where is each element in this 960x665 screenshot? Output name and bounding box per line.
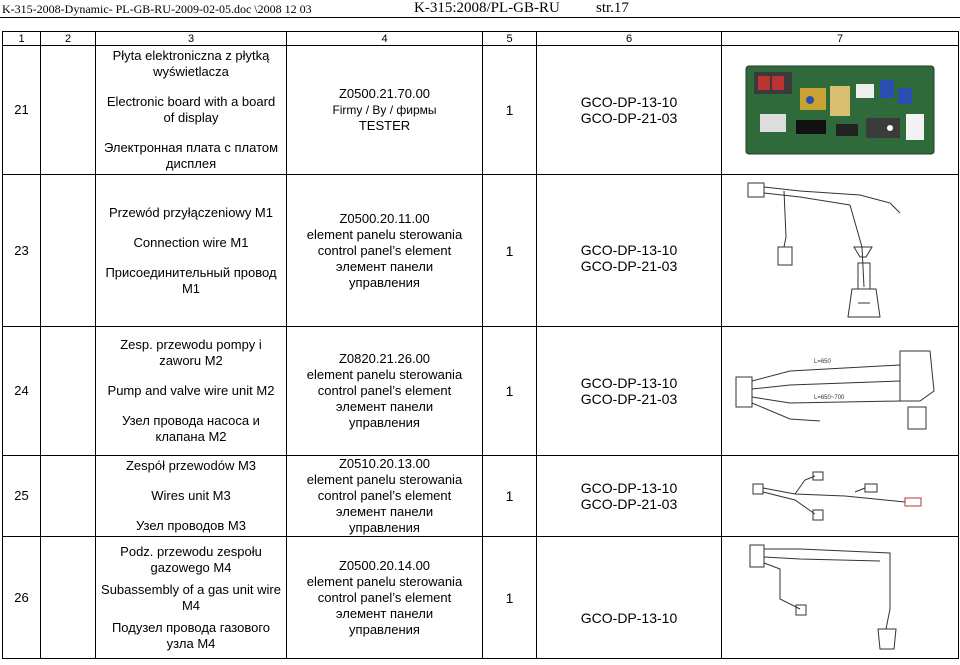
desc-ru: Присоединительный провод M1 (105, 264, 277, 296)
col-header-3: 3 (96, 32, 287, 46)
col-header-5: 5 (483, 32, 537, 46)
models-cell (537, 175, 722, 327)
parts-table (2, 31, 959, 659)
models-cell (537, 456, 722, 537)
code-note: element panelu sterowania (306, 573, 463, 589)
code-cell (287, 175, 483, 327)
desc-pl: Przewód przyłączeniowy M1 (108, 204, 273, 220)
electronic-board-photo (722, 46, 959, 175)
empty-cell (41, 46, 96, 175)
desc-en: Electronic board with a board of display (106, 94, 276, 125)
desc-pl: Płyta elektroniczna z płytką wyświetlacza (112, 48, 270, 79)
models-cell (537, 327, 722, 456)
part-code: Z0510.20.13.00 (338, 456, 431, 471)
code-note: element panelu sterowania (306, 367, 463, 382)
table-row (3, 175, 959, 327)
desc-pl: Podz. przewodu zespołu gazowego M4 (120, 543, 262, 575)
model: GCO-DP-21-03 (580, 257, 678, 274)
code-note: element panelu sterowania (306, 226, 463, 242)
row-number: 25 (3, 456, 41, 537)
model: GCO-DP-13-10 (580, 375, 678, 391)
desc-pl: Zespół przewodów M3 (125, 458, 257, 473)
row-number: 21 (3, 46, 41, 175)
part-code: Z0500.20.14.00 (338, 557, 431, 573)
col-header-1: 1 (3, 32, 41, 46)
desc-en: Connection wire M1 (133, 234, 249, 250)
code-note: элемент панели (335, 605, 434, 621)
code-note: управления (349, 274, 420, 290)
connection-wire-drawing (722, 175, 959, 327)
wires-unit-drawing (722, 456, 959, 537)
part-code: Z0500.21.70.00 (338, 86, 431, 101)
code-cell (287, 46, 483, 175)
table-row (3, 537, 959, 659)
table-row (3, 327, 959, 456)
row-number: 24 (3, 327, 41, 456)
pump-valve-wire-drawing (722, 327, 959, 456)
header-doc-path: K-315-2008-Dynamic- PL-GB-RU-2009-02-05.doc \2008 12 03 (2, 2, 312, 16)
empty-cell (41, 327, 96, 456)
header-rule (0, 17, 960, 18)
desc-ru: Подузел провода газового узла M4 (111, 619, 271, 651)
code-note: элемент панели (335, 399, 434, 414)
code-note: control panel’s element (317, 488, 452, 503)
row-number: 26 (3, 537, 41, 659)
quantity: 1 (483, 46, 537, 175)
description-cell (96, 456, 287, 537)
empty-cell (41, 175, 96, 327)
desc-pl: Zesp. przewodu pompy i zaworu M2 (120, 337, 262, 368)
code-cell (287, 537, 483, 659)
col-header-4: 4 (287, 32, 483, 46)
model: GCO-DP-21-03 (580, 496, 678, 512)
model: GCO-DP-21-03 (580, 110, 678, 126)
model: GCO-DP-13-10 (580, 241, 678, 258)
code-note: element panelu sterowania (306, 472, 463, 487)
model: GCO-DP-13-10 (580, 480, 678, 496)
model: GCO-DP-13-10 (580, 94, 678, 110)
description-cell (96, 46, 287, 175)
quantity: 1 (483, 327, 537, 456)
column-header-row (3, 32, 959, 46)
code-note: элемент панели (335, 504, 434, 519)
code-note: управления (349, 415, 420, 430)
desc-en: Pump and valve wire unit M2 (107, 383, 275, 398)
code-note: TESTER (358, 118, 411, 133)
code-cell (287, 327, 483, 456)
table-row (3, 46, 959, 175)
model: GCO-DP-13-10 (580, 609, 678, 626)
code-note: control panel’s element (317, 242, 452, 258)
desc-en: Wires unit M3 (151, 488, 231, 503)
description-cell (96, 327, 287, 456)
wire-length-label: L=650~700 (814, 395, 845, 401)
models-cell (537, 537, 722, 659)
quantity: 1 (483, 175, 537, 327)
gas-unit-wire-drawing (722, 537, 959, 659)
col-header-7: 7 (722, 32, 959, 46)
model: GCO-DP-21-03 (580, 391, 678, 407)
col-header-2: 2 (41, 32, 96, 46)
models-cell (537, 46, 722, 175)
desc-ru: Узел проводов M3 (136, 518, 246, 533)
col-header-6: 6 (537, 32, 722, 46)
code-note: control panel’s element (317, 383, 452, 398)
code-cell (287, 456, 483, 537)
empty-cell (41, 456, 96, 537)
part-code: Z0820.21.26.00 (338, 351, 431, 366)
row-number: 23 (3, 175, 41, 327)
code-note: управления (349, 621, 420, 637)
code-note: управления (349, 520, 420, 535)
description-cell (96, 537, 287, 659)
code-note: Firmy / By / фирмы (332, 103, 437, 117)
quantity: 1 (483, 537, 537, 659)
desc-ru: Узел провода насоса и клапана M2 (122, 413, 260, 444)
code-note: элемент панели (335, 258, 434, 274)
header-doc-code: K-315:2008/PL-GB-RU (414, 0, 560, 16)
desc-en: Subassembly of a gas unit wire M4 (101, 581, 281, 613)
desc-ru: Электронная плата с платом дисплея (103, 140, 279, 171)
description-cell (96, 175, 287, 327)
page-header (0, 0, 960, 18)
part-code: Z0500.20.11.00 (339, 210, 430, 226)
code-note: control panel’s element (317, 589, 452, 605)
wire-length-label: L=650 (814, 359, 831, 365)
empty-cell (41, 537, 96, 659)
quantity: 1 (483, 456, 537, 537)
header-page-number: str.17 (596, 0, 629, 16)
table-row (3, 456, 959, 537)
